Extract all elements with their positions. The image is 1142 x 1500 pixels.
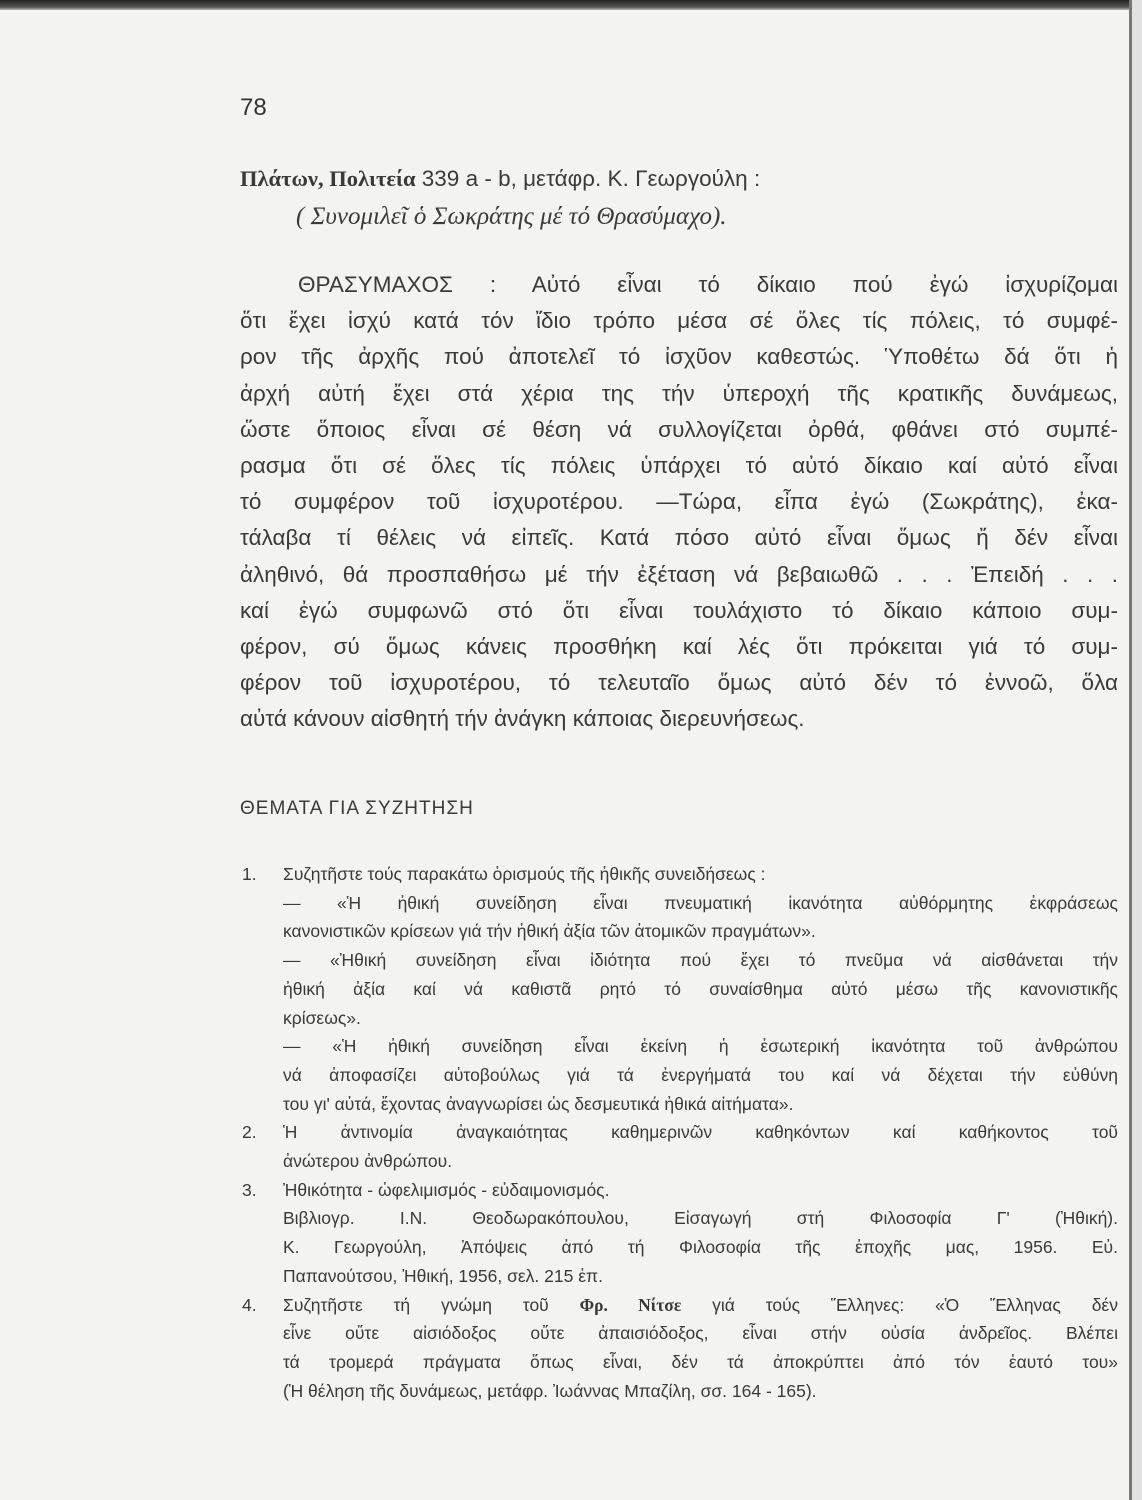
topic-number: 2.: [242, 1122, 257, 1143]
source-reference: 339 a - b, μετάφρ. Κ. Γεωργούλη :: [415, 166, 761, 191]
dialogue-line: ρον τῆς ἀρχῆς πού ἀποτελεῖ τό ἰσχῦον καθεστώς. Ὑποθέτω δά ὅτι ἡ: [240, 344, 1118, 370]
topic-line: Συζητῆστε τούς παρακάτω ὁρισμούς τῆς ἠθικῆς συνειδήσεως :: [283, 864, 766, 884]
page-margin-shade: [1132, 0, 1142, 1500]
topic-line: Ἠθικότητα - ὠφελιμισμός - εὐδαιμονισμός.: [283, 1179, 610, 1200]
topic-line: νά ἀποφασίζει αὐτοβούλως γιά τά ἐνεργήματά του καί νά δέχεται τήν εὐθύνη: [283, 1064, 1118, 1085]
dialogue-line: καί ἐγώ συμφωνῶ στό ὅτι εἶναι τουλάχιστο τό δίκαιο κάποιο συμ-: [240, 597, 1118, 623]
topic-line: ἠθική ἀξία καί νά καθιστᾶ ρητό τό συναίσθημα αὐτό μέσω τῆς κανονιστικῆς: [283, 978, 1118, 999]
topic-line: κρίσεως».: [283, 1007, 361, 1028]
topic-number: 1.: [242, 864, 257, 884]
source-author-work: Πλάτων, Πολιτεία: [240, 166, 416, 191]
scan-top-edge: [0, 0, 1142, 10]
topic-line: Κ. Γεωργούλη, Ἀπόψεις ἀπό τή Φιλοσοφία τῆς ἐποχῆς μας, 1956. Εὐ.: [283, 1237, 1118, 1258]
topic-text: γιά τούς Ἕλληνες: «Ὁ Ἕλληνας δέν: [681, 1294, 1118, 1315]
topic-text: Συζητῆστε τή γνώμη τοῦ: [283, 1294, 580, 1315]
topic-line: ἀνώτερου ἀνθρώπου.: [283, 1151, 453, 1171]
dialogue-line: ὅτι ἔχει ἰσχύ κατά τόν ἴδιο τρόπο μέσα σέ ὅλες τίς πόλεις, τό συμφέ-: [240, 308, 1118, 334]
dialogue-line: ὥστε ὅποιος εἶναι σέ θέση νά συλλογίζεται ὀρθά, φθάνει στό συμπέ-: [240, 416, 1118, 442]
topic-line: Βιβλιογρ. Ι.Ν. Θεοδωρακόπουλου, Εἰσαγωγή στή Φιλοσοφία Γ' (Ἠθική).: [283, 1208, 1118, 1229]
page-number: 78: [240, 94, 267, 121]
topic-line: — «Ἡ ἠθική συνείδηση εἶναι πνευματική ἱκανότητα αὐθόρμητης ἐκφράσεως: [283, 892, 1118, 913]
topic-number: 3.: [242, 1179, 257, 1200]
topic-line: (Ἡ θέληση τῆς δυνάμεως, μετάφρ. Ἰωάννας Μπαζίλη, σσ. 164 - 165).: [283, 1380, 817, 1401]
topic-line: εἶνε οὔτε αἰσιόδοξος οὔτε ἀπαισιόδοξος, εἶναι στήν οὐσία ἀνδρεῖος. Βλέπει: [283, 1323, 1118, 1344]
dialogue-line: αὐτά κάνουν αἰσθητή τήν ἀνάγκη κάποιας διερευνήσεως.: [240, 706, 805, 732]
dialogue-line: ἀληθινό, θά προσπαθήσω μέ τήν ἐξέταση νά βεβαιωθῶ . . . Ἐπειδή . . .: [240, 561, 1118, 587]
dialogue-line: φέρον τοῦ ἰσχυροτέρου, τό τελευταῖο ὅμως αὐτό δέν τό ἐννοῶ, ὅλα: [240, 670, 1118, 696]
dialogue-line: φέρον, σύ ὅμως κάνεις προσθήκη καί λές ὅτι πρόκειται γιά τό συμ-: [240, 634, 1118, 659]
topics-heading: ΘΕΜΑΤΑ ΓΙΑ ΣΥΖΗΤΗΣΗ: [240, 798, 474, 819]
topic-line: τά τρομερά πράγματα ὅπως εἶναι, δέν τά ἀποκρύπτει ἀπό τόν ἑαυτό του»: [283, 1351, 1118, 1372]
topic-line: του γι' αὐτά, ἔχοντας ἀναγνωρίσει ὡς δεσμευτικά ἠθικά αἰτήματα».: [283, 1093, 794, 1114]
topic-line: [283, 1295, 1118, 1315]
source-subtitle: ( Συνομιλεῖ ὁ Σωκράτης μέ τό Θρασύμαχο).: [296, 203, 727, 230]
topic-line: — «Ἠθική συνείδηση εἶναι ἰδιότητα πού ἔχει τό πνεῦμα νά αἰσθάνεται τήν: [283, 950, 1118, 971]
topic-number: 4.: [242, 1294, 257, 1315]
topic-line: — «Ἡ ἠθική συνείδηση εἶναι ἐκείνη ἡ ἐσωτερική ἱκανότητα τοῦ ἀνθρώπου: [283, 1036, 1118, 1057]
dialogue-line: ρασμα ὅτι σέ ὅλες τίς πόλεις ὑπάρχει τό αὐτό δίκαιο καί αὐτό εἶναι: [240, 453, 1118, 478]
topic-line: κανονιστικῶν κρίσεων γιά τήν ἠθική ἀξία τῶν ἀτομικῶν πραγμάτων».: [283, 921, 816, 942]
dialogue-line: τό συμφέρον τοῦ ἰσχυροτέρου. —Τώρα, εἶπα ἐγώ (Σωκράτης), ἐκα-: [240, 489, 1118, 515]
dialogue-line: ΘΡΑΣΥΜΑΧΟΣ : Αὐτό εἶναι τό δίκαιο πού ἐγώ ἰσχυρίζομαι: [298, 272, 1118, 297]
topic-line: Ἡ ἀντινομία ἀναγκαιότητας καθημερινῶν καθηκόντων καί καθήκοντος τοῦ: [283, 1122, 1118, 1143]
quoted-author: Φρ. Νίτσε: [579, 1294, 682, 1315]
dialogue-line: ἀρχή αὐτή ἔχει στά χέρια της τήν ὑπεροχή τῆς κρατικῆς δυνάμεως,: [240, 380, 1118, 406]
dialogue-line: τάλαβα τί θέλεις νά εἰπεῖς. Κατά πόσο αὐτό εἶναι ὅμως ἤ δέν εἶναι: [240, 525, 1118, 551]
source-citation: [240, 166, 760, 192]
topic-line: Παπανούτσου, Ἠθική, 1956, σελ. 215 ἑπ.: [283, 1265, 603, 1286]
